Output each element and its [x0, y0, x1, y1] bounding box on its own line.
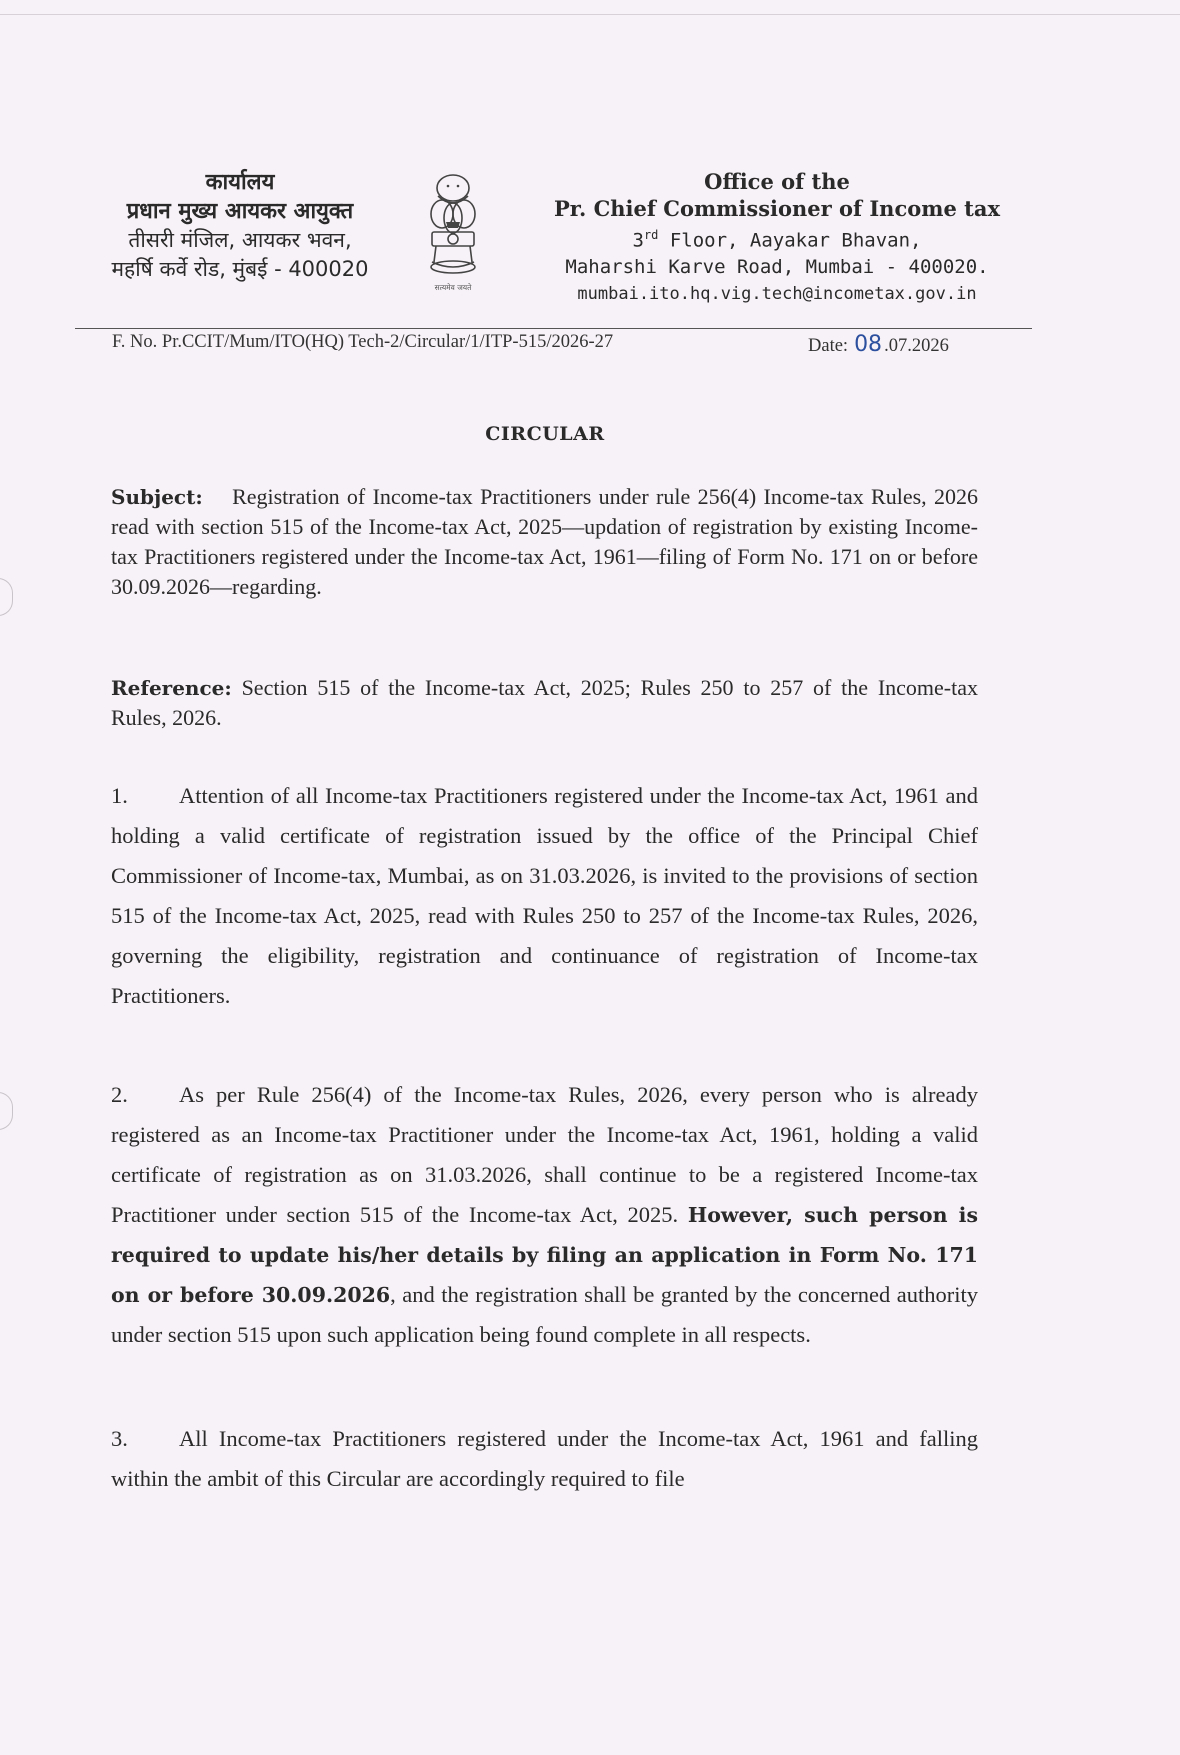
- reference-label: Reference:: [111, 676, 232, 700]
- paragraph-1: [111, 776, 978, 1016]
- emblem-caption: सत्यमेव जयते: [434, 283, 472, 292]
- subject-label: Subject:: [111, 485, 203, 509]
- hindi-office-label: कार्यालय: [205, 170, 275, 195]
- paragraph-text: Attention of all Income-tax Practitioners registered under the Income-tax Act, 1961 and holding a valid certificate of registration issued by the office of the Principal Chief Commissioner of Income-tax, Mumbai, as on 31.03.2026, is invited to the provisions of section 515 of the Income-tax Act, 2025, read with Rules 250 to 257 of the Income-tax Rules, 2026, governing the eligibility, registration and continuance of registration of Income-tax Practitioners.: [111, 783, 978, 1008]
- file-number: F. No. Pr.CCIT/Mum/ITO(HQ) Tech-2/Circular/1/ITP-515/2026-27: [112, 332, 614, 352]
- paragraph-emphasis: However, such person is required to update his/her details by filing an application in Form No. 171 on or before 30.09.2026: [111, 1203, 978, 1307]
- paragraph-2: [111, 1075, 978, 1355]
- paragraph-number: 3.: [111, 1426, 128, 1451]
- paragraph-text: As per Rule 256(4) of the Income-tax Rules, 2026, every person who is already registered as an Income-tax Practitioner under the Income-tax Act, 1961, holding a valid certificate of registration as on 31.03.2026, shall continue to be a registered Income-tax Practitioner under section 515 of the Income-tax Act, 2025.: [111, 1082, 978, 1227]
- subject-text: Registration of Income-tax Practitioners under rule 256(4) Income-tax Rules, 2026 read with section 515 of the Income-tax Act, 2025—updation of registration by existing Income-tax Practitioners registered under the Income-tax Act, 1961—filing of Form No. 171 on or before 30.09.2026—regarding.: [111, 484, 978, 599]
- hindi-address-line2: महर्षि कर्वे रोड, मुंबई - 400020: [111, 257, 369, 281]
- paragraph-3: [111, 1419, 978, 1499]
- reference-text: Section 515 of the Income-tax Act, 2025; Rules 250 to 257 of the Income-tax Rules, 2026.: [111, 675, 979, 730]
- hindi-address-line1: तीसरी मंजिल, आयकर भवन,: [128, 228, 352, 252]
- office-label: Office of the: [704, 169, 850, 194]
- address-line2: Maharshi Karve Road, Mumbai - 400020.: [565, 256, 989, 279]
- letterhead-english: [522, 168, 1032, 308]
- circular-date: Date: 08 .07.2026: [808, 332, 949, 357]
- document-title: CIRCULAR: [485, 423, 605, 445]
- date-day-handwritten: 08: [854, 332, 883, 357]
- address-line1: 3rd Floor, Aayakar Bhavan,: [632, 228, 922, 252]
- paragraph-number: 1.: [111, 783, 128, 808]
- reference-paragraph: [111, 673, 978, 733]
- letterhead-hindi: [80, 168, 400, 284]
- office-name: Pr. Chief Commissioner of Income tax: [554, 196, 1000, 221]
- paragraph-number: 2.: [111, 1082, 128, 1107]
- paragraph-text: All Income-tax Practitioners registered under the Income-tax Act, 1961 and falling within the ambit of this Circular are accordingly required to file: [111, 1426, 978, 1491]
- hindi-office-name: प्रधान मुख्य आयकर आयुक्त: [126, 199, 354, 224]
- office-email: mumbai.ito.hq.vig.tech@incometax.gov.in: [577, 284, 977, 305]
- subject-paragraph: [111, 482, 978, 602]
- national-emblem-icon: [418, 166, 488, 296]
- punch-hole-mark: [0, 578, 13, 616]
- header-divider: [75, 328, 1032, 329]
- page-edge: [0, 14, 1180, 15]
- paragraph-text-continued: , and the registration shall be granted by the concerned authority under section 515 upon such application being found complete in all respects.: [111, 1282, 978, 1347]
- punch-hole-mark: [0, 1092, 13, 1130]
